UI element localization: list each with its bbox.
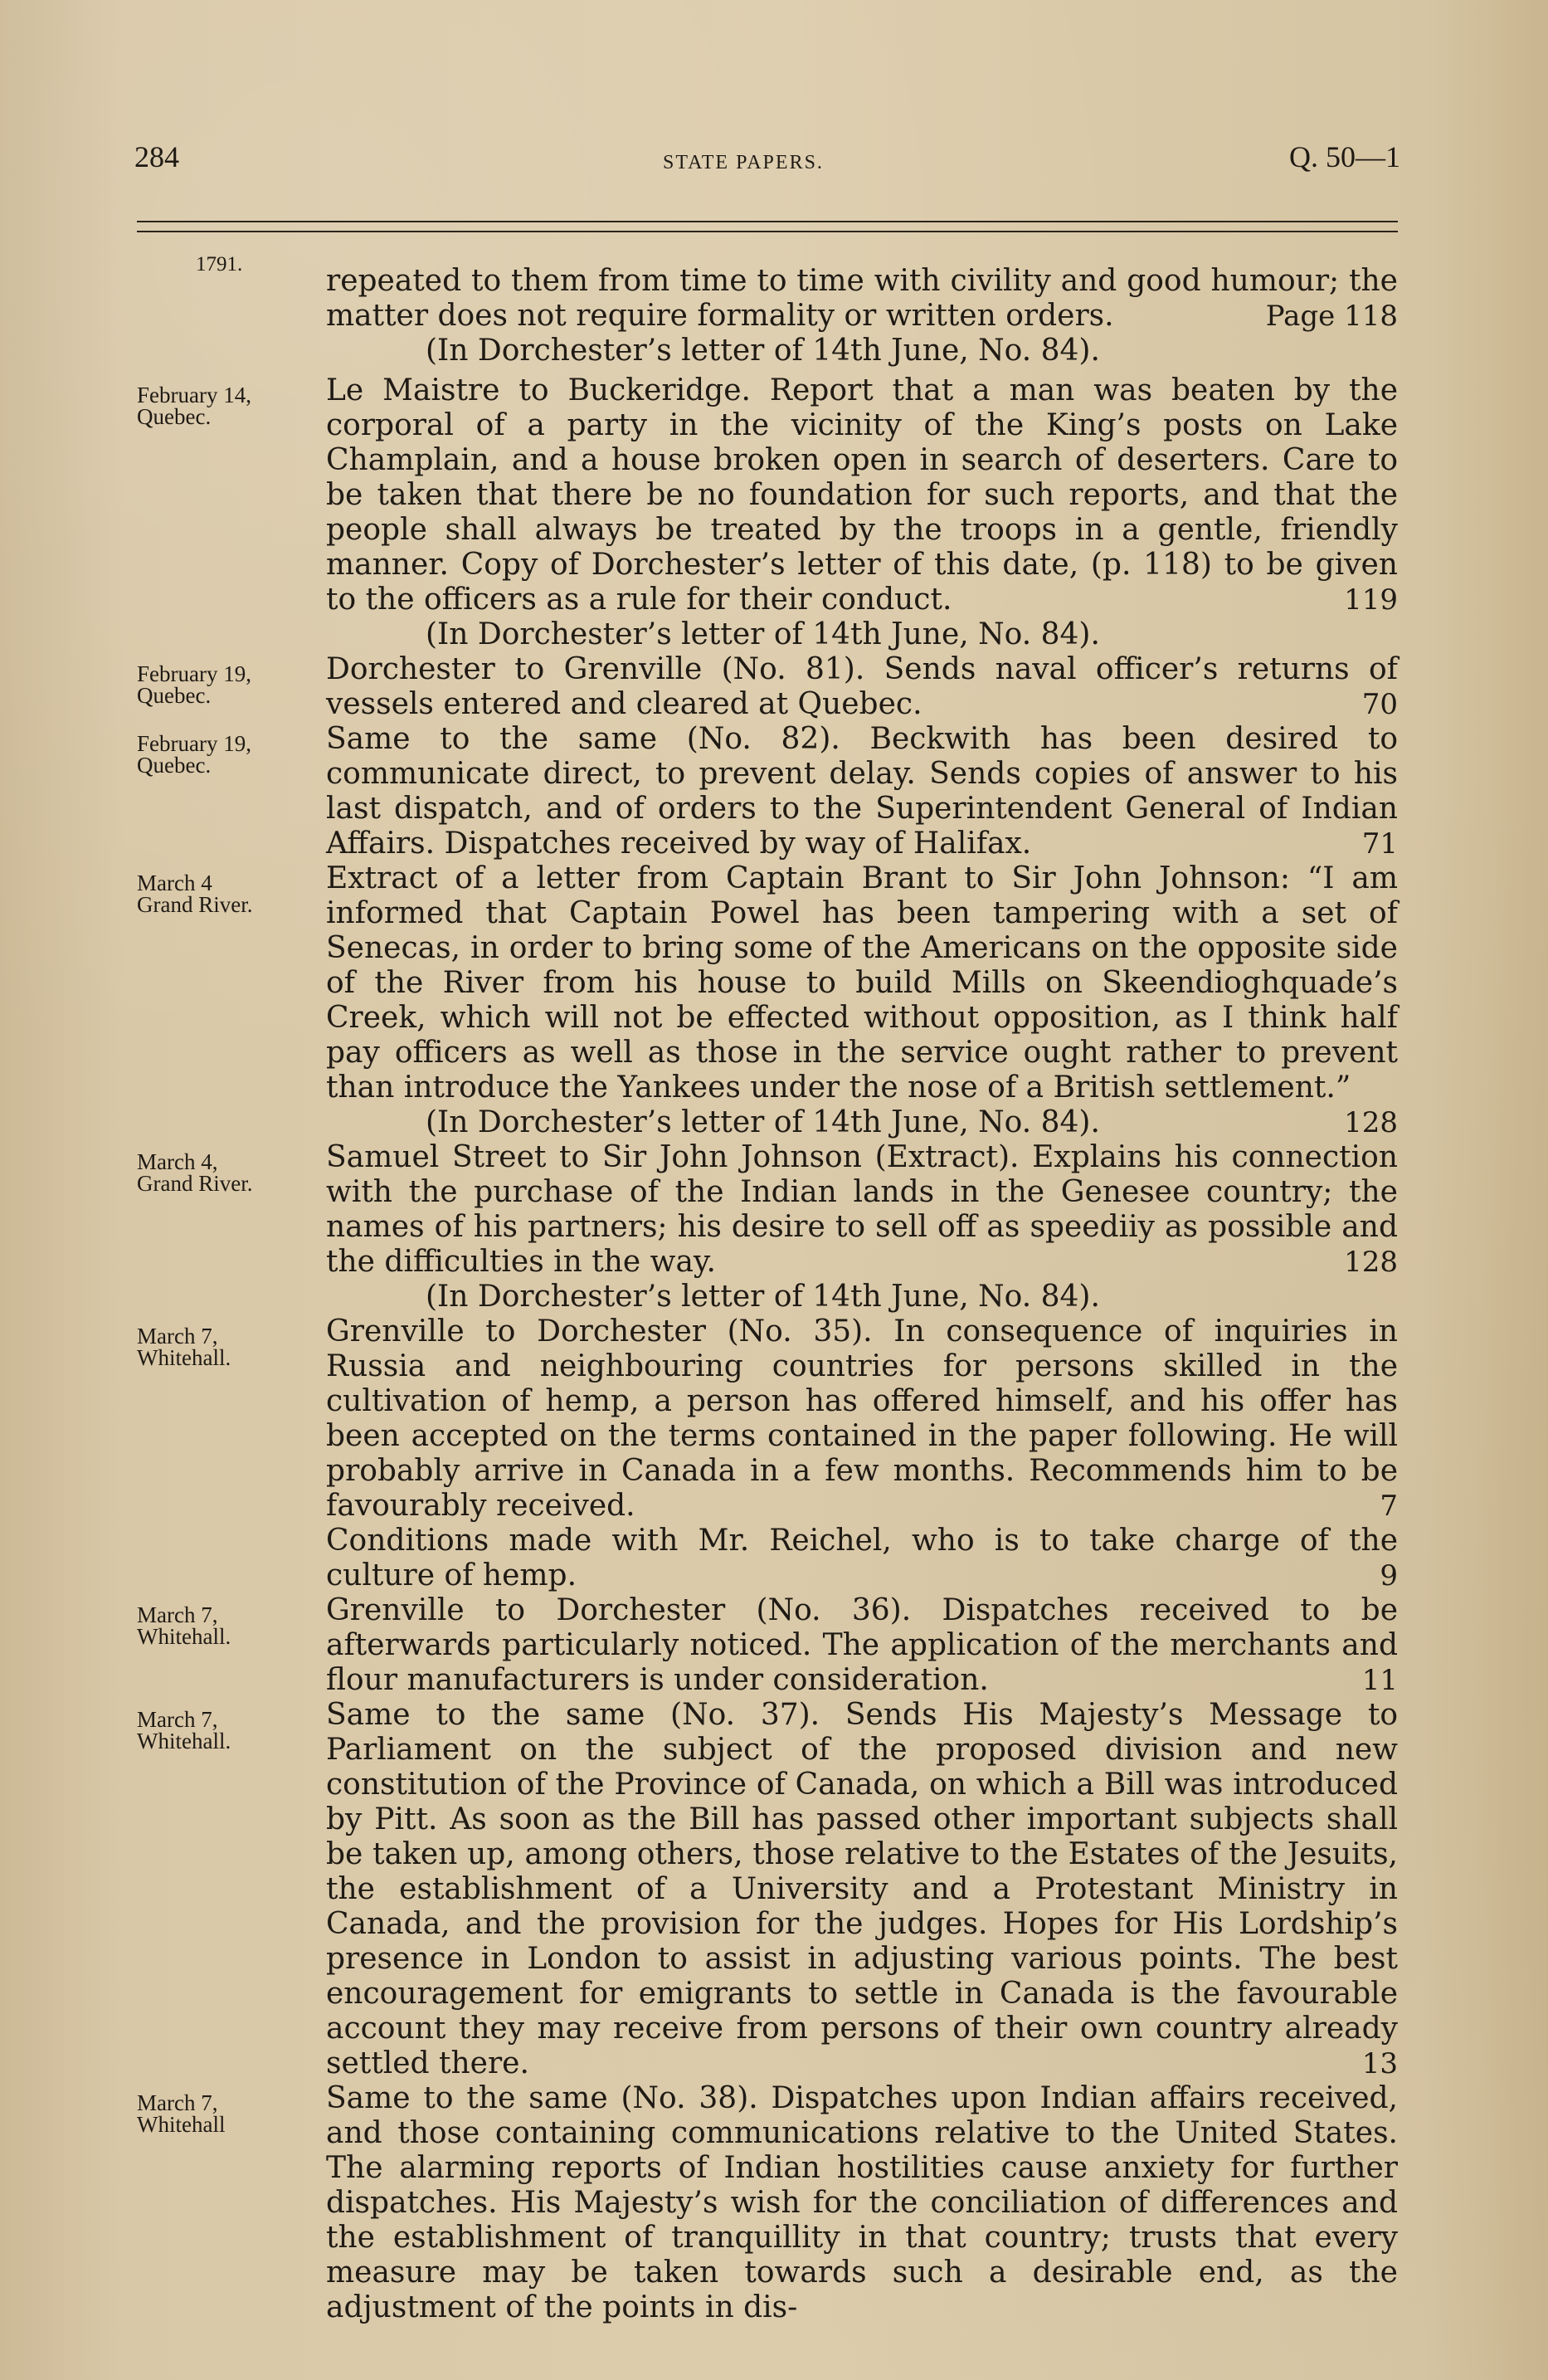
page-reference: 128 [1344, 1246, 1398, 1279]
calendar-entry [137, 1593, 1414, 1698]
calendar-entry [137, 1314, 1414, 1524]
entry-text-block [326, 373, 1398, 652]
entry-summary: Conditions made with Mr. Reichel, who is to take charge of the culture of hemp. [326, 1524, 1398, 1592]
page-reference: Page 118 [1265, 300, 1398, 333]
page-number: 284 [134, 140, 179, 173]
calendar-entry [137, 2081, 1414, 2325]
page-reference: 11 [1361, 1664, 1398, 1697]
entry-summary: Same to the same (No. 82). Beckwith has been desired to communicate direct, to prevent delay. Sends copies of answer to his last dispatch, and of orders to the Superintendent General of Indian Affairs. Dispatches received by way of Halifax. [326, 722, 1398, 861]
source-note: (In Dorchester’s letter of 14th June, No. 84). [426, 1280, 1100, 1314]
page-reference: 9 [1380, 1559, 1398, 1592]
entry-date-place: February 14, Quebec. [137, 383, 251, 429]
entry-text-block [326, 2081, 1398, 2325]
source-note: (In Dorchester’s letter of 14th June, No. 84). [426, 1105, 1100, 1139]
page-reference: 70 [1361, 688, 1398, 721]
entry-date-place: February 19, Quebec. [137, 731, 251, 778]
running-title: STATE PAPERS. [663, 152, 824, 173]
entry-summary: Same to the same (No. 38). Dispatches upon Indian affairs received, and those containing communications relative to the United States. The alarming reports of Indian hostilities cause anxiety for further dispatches. His Majesty’s wish for the conciliation of differences and the establishment of tranquillity in that country; trusts that every measure may be taken towards such a desirable end, as the adjustment of the points in dis- [326, 2081, 1398, 2324]
calendar-entry [137, 1698, 1414, 2081]
entry-text-block [326, 652, 1398, 722]
year-label: 1791. [196, 253, 243, 276]
page-reference: 7 [1380, 1490, 1398, 1523]
page-reference: 71 [1361, 827, 1398, 861]
page-reference: 119 [1344, 583, 1398, 617]
header-rule [137, 231, 1398, 232]
header-rule [137, 221, 1398, 222]
entry-summary: Same to the same (No. 37). Sends His Majesty’s Message to Parliament on the subject of the proposed division and new constitution of the Province of Canada, on which a Bill was introduced by Pitt. As soon as the Bill has passed other important subjects shall be taken up, among others, those relative to the Estates of the Jesuits, the establishment of a University and a Protestant Ministry in Canada, and the provision for the judges. Hopes for His Lordship’s presence in London to assist in adjusting various points. The best encouragement for emigrants to settle in Canada is the favourable account they may receive from persons of their own country already settled there. [326, 1698, 1398, 2080]
entry-list [137, 373, 1414, 2325]
series-reference: Q. 50—1 [1289, 140, 1400, 173]
entry-text-block [326, 1140, 1398, 1314]
entry-text-block [326, 1314, 1398, 1524]
entry-summary: Grenville to Dorchester (No. 35). In consequence of inquiries in Russia and neighbouring countries for persons skilled in the cultivation of hemp, a person has offered himself, and his offer has been accepted on the terms contained in the paper following. He will probably arrive in Canada in a few months. Recommends him to be favourably received. [326, 1314, 1398, 1523]
entry-text-block [326, 1524, 1398, 1593]
page-reference: 128 [1344, 1106, 1398, 1139]
calendar-entry [137, 1140, 1414, 1314]
entry-date-place: February 19, Quebec. [137, 661, 251, 708]
entry-text-block [326, 1593, 1398, 1698]
page-header [134, 139, 1400, 189]
entry-date-place: March 7, Whitehall. [137, 1707, 231, 1753]
calendar-entry [137, 652, 1414, 722]
continued-text: repeated to them from time to time with civility and good humour; the matter does not require formality or written orders. [326, 264, 1398, 333]
entry-date-place: March 7, Whitehall [137, 2090, 226, 2137]
source-note: (In Dorchester’s letter of 14th June, No. 84). [426, 334, 1100, 368]
calendar-entry [137, 722, 1414, 861]
entry-text-block [326, 1698, 1398, 2081]
entry-text-block [326, 861, 1398, 1140]
entry-date-place: March 7, Whitehall. [137, 1602, 231, 1649]
entry-date-place: March 4, Grand River. [137, 1149, 253, 1196]
calendar-entry [137, 861, 1414, 1140]
entry-text-block [326, 722, 1398, 861]
entry-summary: Grenville to Dorchester (No. 36). Dispatches received to be afterwards particularly noticed. The application of the merchants and flour manufacturers is under consideration. [326, 1593, 1398, 1697]
entry-date-place: March 7, Whitehall. [137, 1324, 231, 1370]
entry-date-place [137, 1524, 326, 1534]
page-reference: 13 [1361, 2047, 1398, 2080]
entry-summary: Extract of a letter from Captain Brant to Sir John Johnson: “I am informed that Captain Powel has been tampering with a set of Senecas, in order to bring some of the Americans on the opposite side of the River from his house to build Mills on Skeendioghquade’s Creek, which will not be effected without opposition, as I think half pay officers as well as those in the service ought rather to prevent than introduce the Yankees under the nose of a British settlement.” [326, 861, 1398, 1105]
source-note: (In Dorchester’s letter of 14th June, No. 84). [426, 617, 1100, 651]
entry-summary: Dorchester to Grenville (No. 81). Sends naval officer’s returns of vessels entered and cleared at Quebec. [326, 652, 1398, 721]
entry-summary: Samuel Street to Sir John Johnson (Extract). Explains his connection with the purchase of the Indian lands in the Genesee country; the names of his partners; his desire to sell off as speediiy as possible and the difficulties in the way. [326, 1140, 1398, 1279]
calendar-entry [137, 373, 1414, 652]
entry-summary: Le Maistre to Buckeridge. Report that a man was beaten by the corporal of a party in the vicinity of the King’s posts on Lake Champlain, and a house broken open in search of deserters. Care to be taken that there be no foundation for such reports, and that the people shall always be treated by the troops in a gentle, friendly manner. Copy of Dorchester’s letter of this date, (p. 118) to be given to the officers as a rule for their conduct. [326, 373, 1398, 617]
continued-entry [326, 264, 1398, 368]
entry-date-place: March 4 Grand River. [137, 871, 253, 917]
calendar-entry [137, 1524, 1414, 1593]
